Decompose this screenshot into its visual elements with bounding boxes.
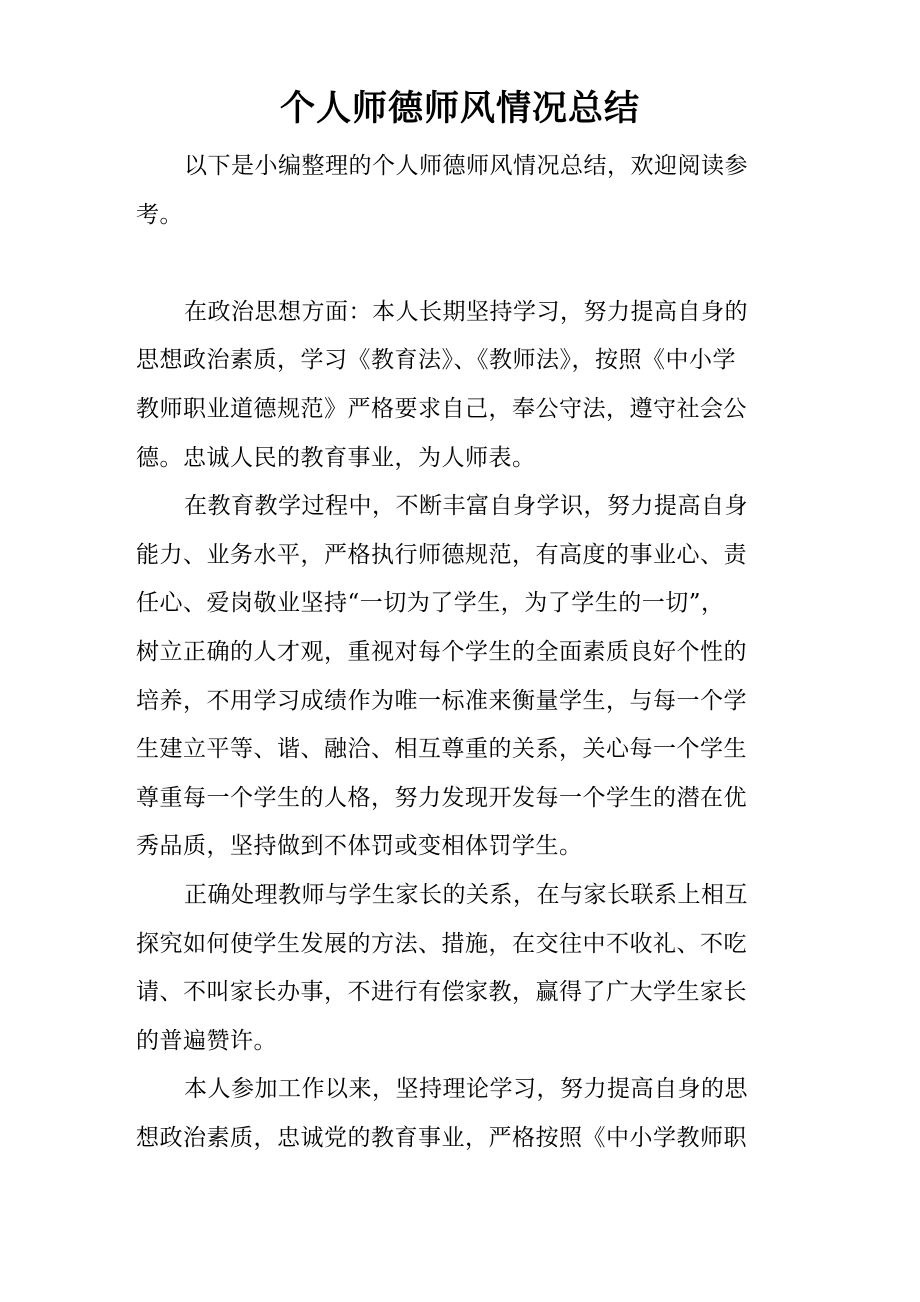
paragraph-political-thought bbox=[136, 288, 796, 482]
paragraph-line: 在教育教学过程中，不断丰富自身学识，努力提高自身 bbox=[184, 493, 748, 520]
paragraph-line: 正确处理教师与学生家长的关系，在与家长联系上相互 bbox=[184, 881, 748, 908]
paragraph-line: 教师职业道德规范》严格要求自己，奉公守法，遵守社会公 bbox=[136, 395, 747, 422]
paragraph-line: 想政治素质，忠诚党的教育事业，严格按照《中小学教师职 bbox=[136, 1124, 747, 1151]
paragraph-since-joining-work bbox=[136, 1065, 796, 1162]
paragraph-line: 培养，不用学习成绩作为唯一标准来衡量学生，与每一个学 bbox=[136, 687, 747, 714]
paragraph-line: 秀品质，坚持做到不体罚或变相体罚学生。 bbox=[136, 833, 583, 860]
paragraph-line: 探究如何使学生发展的方法、措施，在交往中不收礼、不吃 bbox=[136, 930, 747, 957]
document-body bbox=[136, 142, 796, 1162]
paragraph-intro bbox=[136, 142, 796, 239]
paragraph-line: 考。 bbox=[136, 201, 183, 228]
paragraph-line: 尊重每一个学生的人格，努力发现开发每一个学生的潜在优 bbox=[136, 784, 747, 811]
document-title: 个人师德师风情况总结 bbox=[279, 89, 640, 129]
paragraph-teaching-process bbox=[136, 482, 796, 871]
paragraph-line: 以下是小编整理的个人师德师风情况总结，欢迎阅读参 bbox=[184, 153, 748, 179]
paragraph-line: 生建立平等、谐、融洽、相互尊重的关系，关心每一个学生 bbox=[136, 736, 747, 763]
paragraph-line: 任心、爱岗敬业坚持“一切为了学生，为了学生的一切”， bbox=[136, 590, 725, 617]
paragraph-line: 请、不叫家长办事，不进行有偿家教，赢得了广大学生家长 bbox=[136, 979, 747, 1006]
paragraph-parent-relations bbox=[136, 871, 796, 1065]
paragraph-line: 能力、业务水平，严格执行师德规范，有高度的事业心、责 bbox=[136, 541, 747, 568]
paragraph-line: 本人参加工作以来，坚持理论学习，努力提高自身的思 bbox=[184, 1076, 748, 1103]
paragraph-line: 在政治思想方面：本人长期坚持学习，努力提高自身的 bbox=[184, 298, 748, 325]
paragraph-line: 树立正确的人才观，重视对每个学生的全面素质良好个性的 bbox=[136, 638, 747, 665]
paragraph-line: 德。忠诚人民的教育事业，为人师表。 bbox=[136, 444, 536, 471]
paragraph-line: 的普遍赞许。 bbox=[136, 1027, 277, 1054]
blank-line bbox=[136, 239, 796, 288]
paragraph-line: 思想政治素质，学习《教育法》、《教师法》，按照《中小学 bbox=[136, 347, 736, 374]
